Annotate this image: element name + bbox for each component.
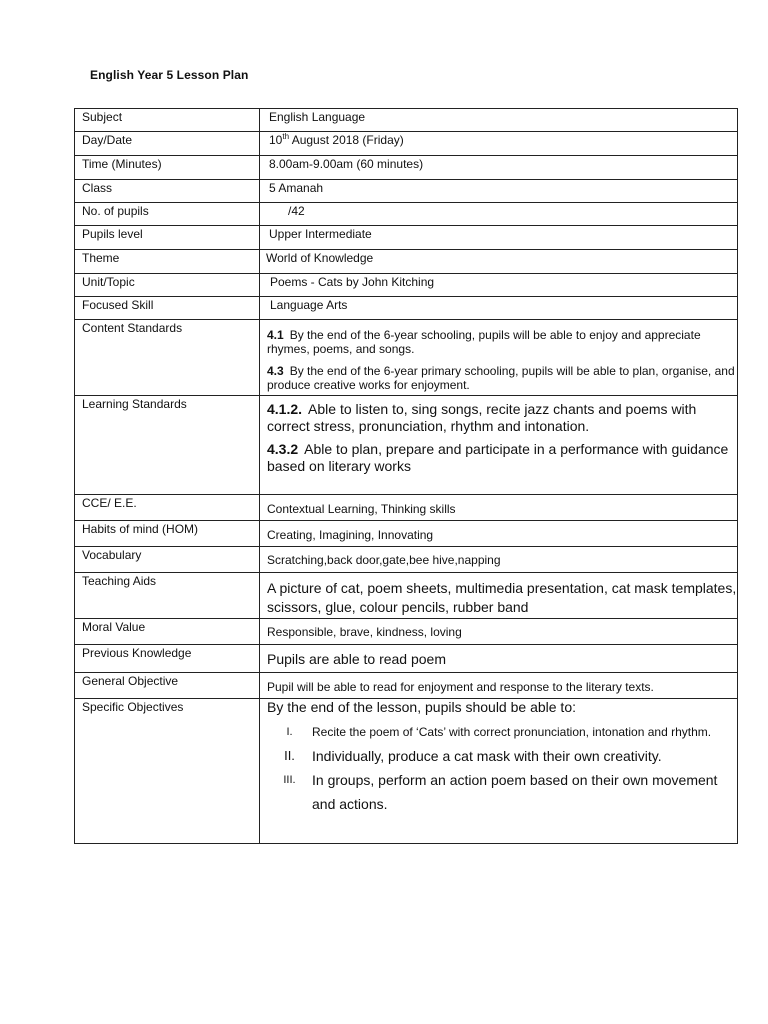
content-standard-number: 4.1 bbox=[267, 328, 284, 342]
date-suffix: th bbox=[282, 132, 290, 141]
teaching-aids-value: A picture of cat, poem sheets, multimedia presentation, cat mask templates, scissors, glue, colour pencils, rubber band bbox=[260, 573, 738, 619]
vocabulary-label: Vocabulary bbox=[75, 547, 260, 573]
time-label: Time (Minutes) bbox=[75, 156, 260, 180]
general-objective-value: Pupil will be able to read for enjoyment and response to the literary texts. bbox=[260, 673, 738, 699]
content-standard-text: By the end of the 6-year schooling, pupils will be able to enjoy and appreciate rhymes, poems, and songs. bbox=[267, 328, 701, 356]
content-standard-number: 4.3 bbox=[267, 364, 284, 378]
theme-value: World of Knowledge bbox=[260, 250, 738, 274]
hom-label: Habits of mind (HOM) bbox=[75, 521, 260, 547]
moral-value-value: Responsible, brave, kindness, loving bbox=[260, 619, 738, 645]
cce-value: Contextual Learning, Thinking skills bbox=[260, 495, 738, 521]
level-value: Upper Intermediate bbox=[260, 226, 738, 250]
table-row bbox=[75, 645, 738, 673]
list-item bbox=[267, 768, 737, 816]
specific-objectives-value bbox=[260, 699, 738, 844]
date-day: 10 bbox=[269, 133, 283, 147]
vocabulary-value: Scratching,back door,gate,bee hive,napping bbox=[260, 547, 738, 573]
topic-label: Unit/Topic bbox=[75, 274, 260, 297]
subject-value: English Language bbox=[260, 109, 738, 132]
class-value: 5 Amanah bbox=[260, 180, 738, 203]
table-row bbox=[75, 573, 738, 619]
table-row bbox=[75, 156, 738, 180]
skill-label: Focused Skill bbox=[75, 297, 260, 320]
pupils-label: No. of pupils bbox=[75, 203, 260, 226]
previous-knowledge-label: Previous Knowledge bbox=[75, 645, 260, 673]
table-row bbox=[75, 203, 738, 226]
learning-standards-label: Learning Standards bbox=[75, 396, 260, 495]
learning-standard-number: 4.3.2 bbox=[267, 441, 299, 457]
class-label: Class bbox=[75, 180, 260, 203]
theme-label: Theme bbox=[75, 250, 260, 274]
specific-objectives-list bbox=[267, 720, 737, 816]
table-row bbox=[75, 699, 738, 844]
table-row bbox=[75, 547, 738, 573]
objective-number: I. bbox=[286, 726, 293, 738]
lesson-plan-table bbox=[74, 108, 738, 844]
table-row bbox=[75, 180, 738, 203]
subject-label: Subject bbox=[75, 109, 260, 132]
table-row bbox=[75, 673, 738, 699]
learning-standard-number: 4.1.2. bbox=[267, 401, 303, 417]
date-label: Day/Date bbox=[75, 132, 260, 156]
specific-objectives-intro: By the end of the lesson, pupils should be able to: bbox=[267, 699, 576, 715]
objective-number: II. bbox=[284, 748, 295, 763]
objective-text: In groups, perform an action poem based on their own movement and actions. bbox=[312, 772, 718, 812]
content-standard-item bbox=[267, 364, 737, 392]
content-standard-text: By the end of the 6-year primary schooling, pupils will be able to plan, organise, and produce creative works for enjoyment. bbox=[267, 364, 735, 392]
table-row bbox=[75, 396, 738, 495]
date-value bbox=[260, 132, 738, 156]
level-label: Pupils level bbox=[75, 226, 260, 250]
table-row bbox=[75, 250, 738, 274]
document-title: English Year 5 Lesson Plan bbox=[90, 68, 249, 82]
table-row bbox=[75, 226, 738, 250]
table-row bbox=[75, 495, 738, 521]
learning-standard-item bbox=[267, 441, 737, 475]
objective-text: Individually, produce a cat mask with their own creativity. bbox=[312, 748, 662, 764]
learning-standard-text: Able to plan, prepare and participate in a performance with guidance based on literary works bbox=[267, 441, 729, 474]
learning-standard-item bbox=[267, 401, 737, 435]
list-item bbox=[267, 720, 737, 744]
table-row bbox=[75, 521, 738, 547]
topic-value: Poems - Cats by John Kitching bbox=[260, 274, 738, 297]
learning-standards-value bbox=[260, 396, 738, 495]
table-row bbox=[75, 320, 738, 396]
table-row bbox=[75, 619, 738, 645]
time-value: 8.00am-9.00am (60 minutes) bbox=[260, 156, 738, 180]
moral-value-label: Moral Value bbox=[75, 619, 260, 645]
table-row bbox=[75, 109, 738, 132]
hom-value: Creating, Imagining, Innovating bbox=[260, 521, 738, 547]
cce-label: CCE/ E.E. bbox=[75, 495, 260, 521]
objective-number: III. bbox=[283, 774, 296, 786]
objective-text: Recite the poem of ‘Cats’ with correct pronunciation, intonation and rhythm. bbox=[312, 725, 712, 739]
date-rest: August 2018 (Friday) bbox=[289, 133, 404, 147]
teaching-aids-label: Teaching Aids bbox=[75, 573, 260, 619]
table-row bbox=[75, 297, 738, 320]
content-standards-value bbox=[260, 320, 738, 396]
content-standard-item bbox=[267, 328, 737, 356]
list-item bbox=[267, 744, 737, 768]
pupils-value: /42 bbox=[260, 203, 738, 226]
skill-value: Language Arts bbox=[260, 297, 738, 320]
previous-knowledge-value: Pupils are able to read poem bbox=[260, 645, 738, 673]
learning-standard-text: Able to listen to, sing songs, recite jazz chants and poems with correct stress, pronunciation, rhythm and intonation. bbox=[267, 401, 697, 434]
content-standards-label: Content Standards bbox=[75, 320, 260, 396]
specific-objectives-label: Specific Objectives bbox=[75, 699, 260, 844]
table-row bbox=[75, 274, 738, 297]
table-row bbox=[75, 132, 738, 156]
general-objective-label: General Objective bbox=[75, 673, 260, 699]
